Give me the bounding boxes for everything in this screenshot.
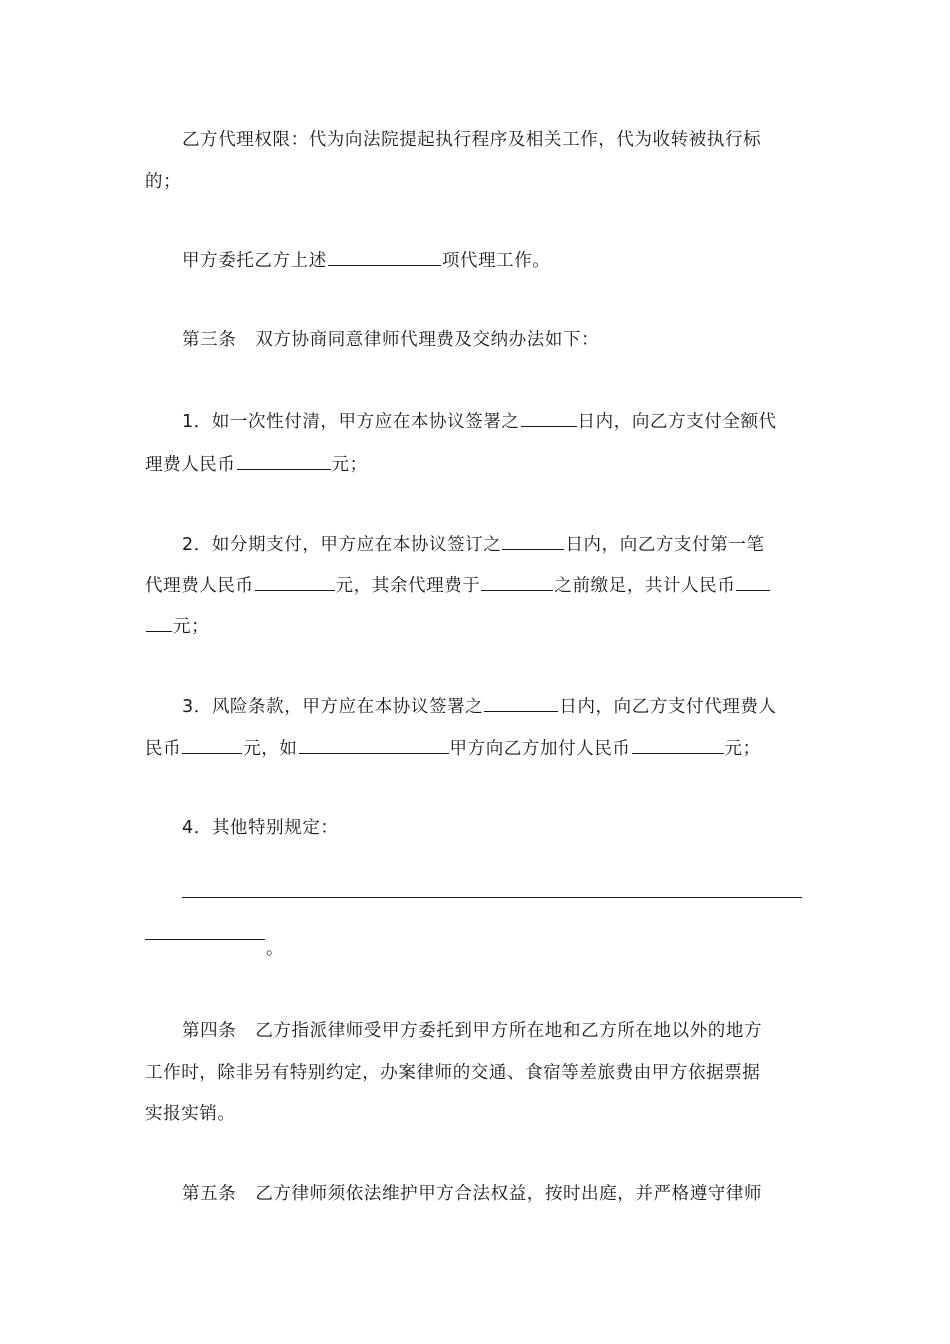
item-2-line-2 — [145, 572, 810, 598]
item-2-total-amount-blank-a[interactable] — [736, 572, 770, 591]
agent-scope-line-2: 的； — [145, 172, 182, 192]
article-3-heading: 第三条 — [182, 330, 237, 350]
item-3-condition-blank[interactable] — [299, 735, 449, 754]
item-4-label: 4．其他特别规定： — [182, 818, 339, 838]
item-1-line-2 — [145, 451, 810, 477]
delegation-count-blank[interactable] — [328, 247, 441, 266]
delegation-line — [182, 247, 810, 273]
item-2-days-blank[interactable] — [502, 531, 564, 550]
item-2-line-1 — [182, 531, 810, 557]
item-1-amount-blank[interactable] — [237, 451, 331, 470]
item-2-first-amount-blank[interactable] — [255, 572, 335, 591]
item-1-days-blank[interactable] — [521, 408, 577, 427]
delegation-suffix: 项代理工作。 — [441, 251, 551, 271]
item-3-line-1 — [182, 693, 810, 719]
item-4-blank-line-1[interactable] — [182, 897, 802, 898]
article-3-line — [182, 328, 810, 352]
item-2-text-e: 之前缴足，共计人民币 — [554, 576, 736, 596]
item-3-text-d: 元，如 — [243, 739, 298, 759]
article-4-line-3: 实报实销。 — [145, 1104, 236, 1124]
item-1-text-d: 元； — [331, 455, 368, 475]
article-5-line-1 — [182, 1182, 810, 1206]
item-2-text-d: 元，其余代理费于 — [335, 576, 481, 596]
delegation-prefix: 甲方委托乙方上述 — [182, 251, 327, 271]
item-2-line-3 — [145, 613, 810, 639]
item-2-text-a: 2．如分期支付，甲方应在本协议签订之 — [182, 535, 502, 555]
item-4-end: 。 — [266, 939, 285, 959]
item-3-text-e: 甲方向乙方加付人民币 — [449, 739, 631, 759]
item-4-blank-line-2[interactable] — [145, 939, 265, 940]
article-4-text-1: 乙方指派律师受甲方委托到甲方所在地和乙方所在地以外的地方 — [255, 1021, 763, 1041]
article-3-text: 双方协商同意律师代理费及交纳办法如下： — [255, 330, 600, 350]
article-4-line-1 — [182, 1019, 810, 1043]
item-3-text-b: 日内，向乙方支付代理费人 — [559, 697, 777, 717]
item-2-text-c: 代理费人民币 — [145, 576, 254, 596]
item-2-text-f: 元； — [173, 617, 210, 637]
item-1-text-b: 日内，向乙方支付全额代 — [577, 412, 777, 432]
item-3-days-blank[interactable] — [484, 693, 558, 712]
article-4-heading: 第四条 — [182, 1021, 237, 1041]
item-3-line-2 — [145, 735, 810, 761]
item-1-text-a: 1．如一次性付清，甲方应在本协议签署之 — [182, 412, 520, 432]
item-1-text-c: 理费人民币 — [145, 455, 236, 475]
item-3-text-a: 3．风险条款，甲方应在本协议签署之 — [182, 697, 484, 717]
item-2-deadline-blank[interactable] — [481, 572, 553, 591]
item-3-amount-blank[interactable] — [182, 735, 242, 754]
item-2-total-amount-blank-b[interactable] — [146, 613, 172, 632]
article-5-text-1: 乙方律师须依法维护甲方合法权益，按时出庭，并严格遵守律师 — [255, 1184, 763, 1204]
article-4-line-2: 工作时，除非另有特别约定，办案律师的交通、食宿等差旅费由甲方依据票据 — [145, 1063, 761, 1083]
item-3-extra-amount-blank[interactable] — [632, 735, 724, 754]
article-5-heading: 第五条 — [182, 1184, 237, 1204]
item-3-text-c: 民币 — [145, 739, 182, 759]
item-1-line-1 — [182, 408, 810, 434]
item-3-text-f: 元； — [724, 739, 761, 759]
item-2-text-b: 日内，向乙方支付第一笔 — [565, 535, 765, 555]
agent-scope-line-1: 乙方代理权限：代为向法院提起执行程序及相关工作，代为收转被执行标 — [182, 130, 762, 150]
